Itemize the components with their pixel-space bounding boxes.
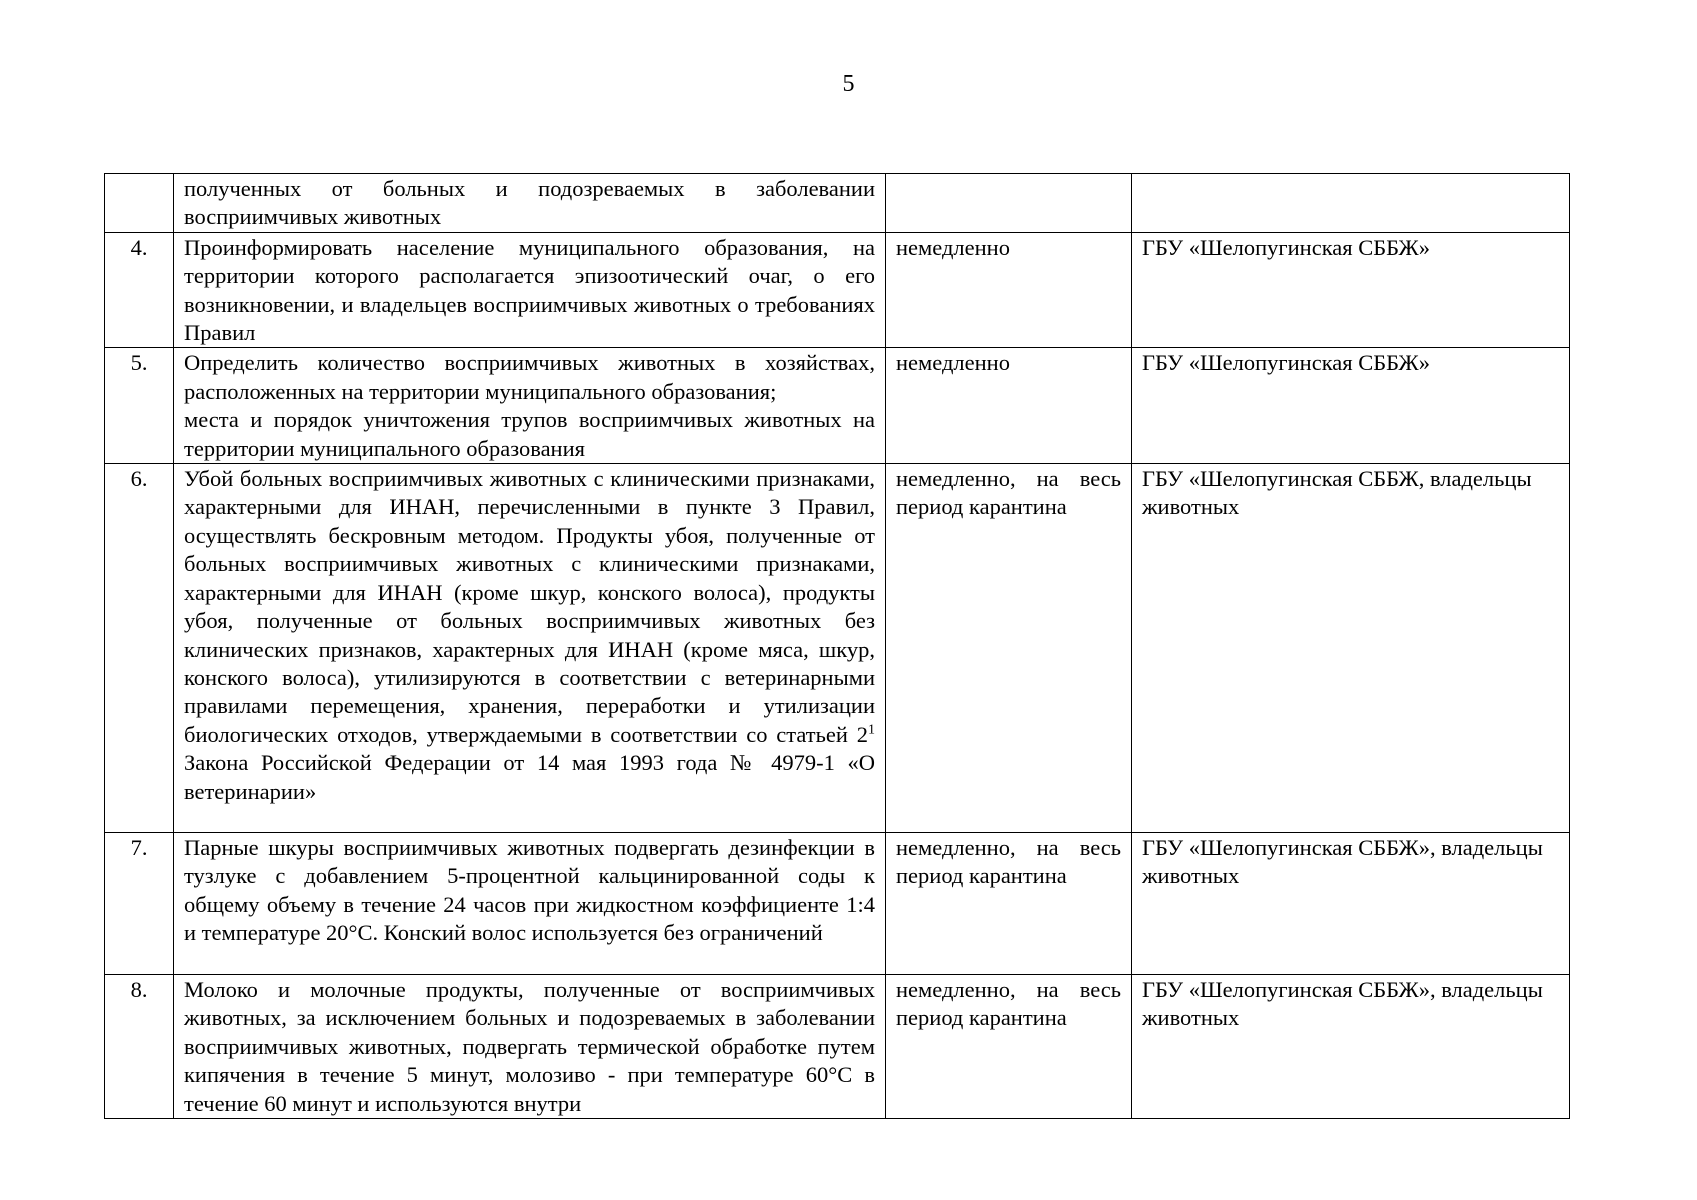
table-row [105, 348, 1570, 464]
measure-term: немедленно, на весь период карантина [886, 833, 1132, 975]
measure-term: немедленно, на весь период карантина [886, 975, 1132, 1119]
measure-responsible: ГБУ «Шелопугинская СББЖ, владельцы животных [1132, 464, 1570, 833]
measure-responsible: ГБУ «Шелопугинская СББЖ» [1132, 232, 1570, 348]
measure-term: немедленно, на весь период карантина [886, 464, 1132, 833]
measure-term [886, 174, 1132, 233]
measure-text [174, 348, 886, 464]
measure-term: немедленно [886, 348, 1132, 464]
table-row [105, 232, 1570, 348]
row-number: 8. [105, 975, 174, 1119]
measure-text: Молоко и молочные продукты, полученные от восприимчивых животных, за исключением больных и подозреваемых в заболевании восприимчивых животных, подвергать термической обработке путем кипячения в течение 5 минут, молозиво - при температуре 60°С в течение 60 минут и используются внутри [174, 975, 886, 1119]
page-number: 5 [842, 71, 855, 97]
measure-text: Проинформировать население муниципального образования, на территории которого располагается эпизоотический очаг, о его возникновении, и владельцев восприимчивых животных о требованиях Правил [174, 232, 886, 348]
measure-responsible: ГБУ «Шелопугинская СББЖ», владельцы животных [1132, 975, 1570, 1119]
row-number: 7. [105, 833, 174, 975]
measures-table [104, 173, 1570, 1119]
table-row [105, 975, 1570, 1119]
measure-text: Парные шкуры восприимчивых животных подвергать дезинфекции в тузлуке с добавлением 5-процентной кальцинированной соды к общему объему в течение 24 часов при жидкостном коэффициенте 1:4 и температуре 20°С. Конский волос используется без ограничений [174, 833, 886, 975]
measure-text [174, 464, 886, 833]
measure-responsible: ГБУ «Шелопугинская СББЖ» [1132, 348, 1570, 464]
table-row [105, 464, 1570, 833]
measure-text-main: Убой больных восприимчивых животных с клиническими признаками, характерными для ИНАН, перечисленными в пункте 3 Правил, осуществлять бескровным методом. Продукты убоя, полученные от больных восприимчивых животных с клиническими признаками, характерными для ИНАН (кроме шкур, конского волоса), продукты убоя, полученные от больных восприимчивых животных без клинических признаков, характерных для ИНАН (кроме мяса, шкур, конского волоса), утилизируются в соответствии с ветеринарными правилами перемещения, хранения, переработки и утилизации биологических отходов, утверждаемыми в соответствии со статьей 2 [184, 466, 875, 747]
measure-responsible: ГБУ «Шелопугинская СББЖ», владельцы животных [1132, 833, 1570, 975]
measure-responsible [1132, 174, 1570, 233]
measure-text-part-2: места и порядок уничтожения трупов восприимчивых животных на территории муниципального образования [184, 407, 875, 461]
row-number [105, 174, 174, 233]
row-number: 4. [105, 232, 174, 348]
row-number: 5. [105, 348, 174, 464]
table-row [105, 833, 1570, 975]
measure-term: немедленно [886, 232, 1132, 348]
row-number: 6. [105, 464, 174, 833]
table-row [105, 174, 1570, 233]
measure-text-part-1: Определить количество восприимчивых животных в хозяйствах, расположенных на территории муниципального образования; [184, 350, 875, 404]
measure-text-tail: Закона Российской Федерации от 14 мая 1993 года № 4979-1 «О ветеринарии» [184, 750, 875, 804]
footnote-superscript: 1 [868, 722, 875, 738]
measure-text: полученных от больных и подозреваемых в заболевании восприимчивых животных [174, 174, 886, 233]
